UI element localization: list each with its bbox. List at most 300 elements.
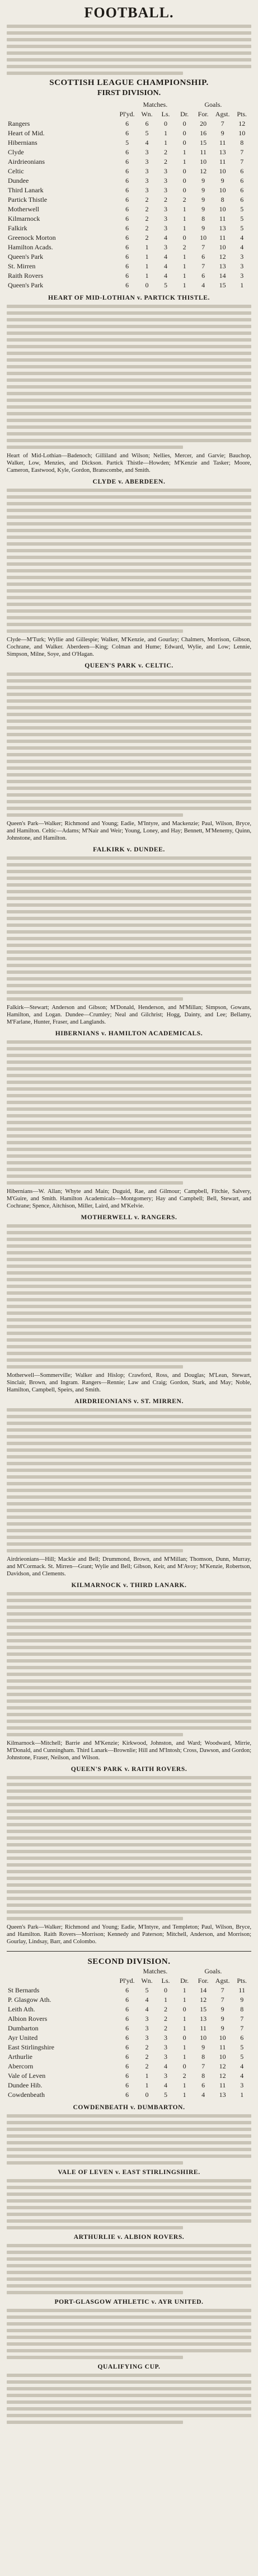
stat-value: 16 bbox=[200, 129, 207, 137]
stat-value: 6 bbox=[240, 2034, 244, 2042]
report-text-placeholder bbox=[7, 673, 251, 817]
stat-value: 3 bbox=[164, 186, 168, 194]
stat-value: 3 bbox=[145, 158, 149, 165]
team-name: Albion Rovers bbox=[8, 2015, 48, 2023]
stat-value: 2 bbox=[164, 196, 168, 203]
stat-value: 2 bbox=[164, 158, 168, 165]
team-name: Dundee Hib. bbox=[8, 2081, 43, 2089]
report-lineup: Airdrieonians—Hill; Mackie and Bell; Drummond, Brown, and M'Millan; Thomson, Dunn, Murray, and M'Cormack. St. Mirren—Grant; Wylie and Bell; Gibson, Keir, and M'Avoy; M'Kenzie, Robertson, Davidson, and Clements. bbox=[7, 1556, 251, 1577]
table-row bbox=[7, 2043, 251, 2052]
report-lineup: Falkirk—Stewart; Anderson and Gibson; M'Donald, Henderson, and M'Millan; Simpson, Gowans, Hamilton, and Logan. Dundee—Crumley; Neal and Gilchrist; Hogg, Dainty, and Lee; Bellamy, M'Farlane, Hunter, Fraser, and Langlands. bbox=[7, 1005, 251, 1025]
stat-value: 2 bbox=[164, 148, 168, 156]
stat-value: 4 bbox=[164, 272, 168, 280]
table-row bbox=[7, 281, 251, 290]
stat-value: 5 bbox=[240, 215, 244, 222]
stat-value: 2 bbox=[145, 2062, 149, 2070]
stat-value: 3 bbox=[164, 224, 168, 232]
stat-value: 7 bbox=[221, 1996, 224, 2004]
report-heading: MOTHERWELL v. RANGERS. bbox=[81, 1214, 177, 1221]
stat-value: 3 bbox=[145, 177, 149, 184]
stat-value: 12 bbox=[238, 120, 246, 127]
report-lineup: Heart of Mid-Lothian—Badenoch; Gilliland and Wilson; Nellies, Mercer, and Garvie; Bauchop, Walker, Low, Menzies, and Dickson. Partick Thistle—Howden; M'Kenzie and Tasker; Moore, Cameron, Eastwood, Kyle, Gordon, Branscombe, and Smith. bbox=[7, 453, 251, 473]
stat-value: 1 bbox=[145, 2072, 149, 2080]
stat-value: 1 bbox=[145, 262, 149, 270]
league-table-headers bbox=[7, 1976, 251, 1986]
table-row bbox=[7, 1995, 251, 2005]
stat-value: 0 bbox=[164, 120, 168, 127]
stat-value: 4 bbox=[145, 139, 149, 146]
team-name: Partick Thistle bbox=[8, 196, 48, 203]
stat-value: 10 bbox=[219, 205, 226, 213]
group-matches: Matches. bbox=[143, 101, 168, 108]
stat-value: 6 bbox=[125, 2005, 129, 2013]
stat-value: 3 bbox=[240, 253, 244, 261]
stat-value: 10 bbox=[200, 158, 207, 165]
stat-value: 10 bbox=[219, 186, 226, 194]
stat-value: 20 bbox=[200, 120, 207, 127]
table-row bbox=[7, 214, 251, 224]
stat-value: 9 bbox=[221, 2024, 224, 2032]
stat-value: 1 bbox=[164, 1996, 168, 2004]
report-text-placeholder bbox=[7, 489, 251, 633]
stat-value: 11 bbox=[219, 2081, 226, 2089]
stat-value: 8 bbox=[201, 2072, 205, 2080]
page-title: FOOTBALL. bbox=[84, 4, 174, 21]
report-text-placeholder bbox=[7, 1776, 251, 1920]
stat-value: 1 bbox=[182, 281, 186, 289]
stat-value: 6 bbox=[240, 167, 244, 175]
stat-value: 2 bbox=[145, 224, 149, 232]
stat-value: 7 bbox=[201, 2062, 205, 2070]
stat-value: 13 bbox=[200, 2015, 207, 2023]
table-row bbox=[7, 2081, 251, 2090]
report-heading: CLYDE v. ABERDEEN. bbox=[92, 479, 166, 485]
report-heading: FALKIRK v. DUNDEE. bbox=[93, 846, 165, 853]
stat-value: 1 bbox=[182, 2081, 186, 2089]
stat-value: 1 bbox=[240, 2091, 244, 2099]
league-table-second-division bbox=[7, 1967, 251, 2100]
stat-value: 3 bbox=[164, 243, 168, 251]
section-text-placeholder bbox=[7, 2179, 251, 2229]
stat-value: 6 bbox=[125, 234, 129, 242]
section-text-placeholder bbox=[7, 2114, 251, 2165]
stat-value: 1 bbox=[182, 224, 186, 232]
report-lineup: Queen's Park—Walker; Richmond and Young; Eadie, M'Intyre, and Templeton; Paul, Wilson, Bryce, and Hamilton. Raith Rovers—Morrison; Kennedy and Paterson; Mitchell, Anderson, and Morrison; Gourlay, Lindsay, Barr, and Colombo. bbox=[7, 1924, 251, 1945]
stat-value: 6 bbox=[125, 253, 129, 261]
stat-value: 5 bbox=[240, 2043, 244, 2051]
stat-value: 6 bbox=[125, 196, 129, 203]
team-name: P. Glasgow Ath. bbox=[8, 1996, 51, 2004]
stat-value: 11 bbox=[219, 234, 226, 242]
stat-value: 3 bbox=[164, 167, 168, 175]
team-name: Hamilton Acads. bbox=[8, 243, 53, 251]
stat-value: 5 bbox=[164, 2091, 168, 2099]
stat-value: 6 bbox=[125, 1996, 129, 2004]
stat-value: 4 bbox=[164, 2081, 168, 2089]
stat-value: 9 bbox=[201, 177, 205, 184]
stat-value: 7 bbox=[201, 243, 205, 251]
stat-value: 5 bbox=[145, 1986, 149, 1994]
stat-value: 2 bbox=[145, 2043, 149, 2051]
stat-value: 3 bbox=[145, 186, 149, 194]
stat-value: 12 bbox=[219, 2062, 226, 2070]
stat-value: 6 bbox=[125, 167, 129, 175]
stat-value: 6 bbox=[125, 2053, 129, 2061]
stat-value: 0 bbox=[145, 281, 149, 289]
report-heading: KILMARNOCK v. THIRD LANARK. bbox=[71, 1582, 187, 1589]
stat-value: 6 bbox=[125, 2015, 129, 2023]
stat-value: 4 bbox=[145, 2005, 149, 2013]
stat-value: 13 bbox=[219, 224, 226, 232]
stat-value: 3 bbox=[164, 2043, 168, 2051]
col-against: Agst. bbox=[215, 110, 230, 118]
stat-value: 12 bbox=[219, 253, 226, 261]
stat-value: 6 bbox=[125, 129, 129, 137]
stat-value: 14 bbox=[219, 272, 226, 280]
table-row bbox=[7, 2062, 251, 2071]
stat-value: 11 bbox=[200, 2024, 207, 2032]
stat-value: 6 bbox=[125, 205, 129, 213]
report-lineup: Motherwell—Sommerville; Walker and Hislop; Crawford, Ross, and Douglas; M'Lean, Stewart, Sinclair, Brown, and Ingram. Rangers—Rennie; Law and Craig; Gordon, Stark, and May; Noble, Hamilton, Campbell, Speirs, and Smith. bbox=[7, 1372, 251, 1393]
table-row bbox=[7, 167, 251, 176]
stat-value: 6 bbox=[125, 2081, 129, 2089]
stat-value: 13 bbox=[219, 148, 226, 156]
stat-value: 10 bbox=[219, 2034, 226, 2042]
report-lineup: Queen's Park—Walker; Richmond and Young; Eadie, M'Intyre, and Mackenzie; Paul, Wilson, Bryce, and Hamilton. Celtic—Adams; M'Nair and Weir; Young, Loney, and Hay; Bennett, M'Menemy, Quinn, Johnstone, and Hamilton. bbox=[7, 821, 251, 841]
stat-value: 1 bbox=[182, 262, 186, 270]
team-name: Dumbarton bbox=[8, 2024, 39, 2032]
stat-value: 0 bbox=[182, 139, 186, 146]
col-lost: Ls. bbox=[161, 110, 170, 118]
table-row bbox=[7, 205, 251, 214]
stat-value: 12 bbox=[219, 2072, 226, 2080]
stat-value: 6 bbox=[125, 281, 129, 289]
stat-value: 4 bbox=[240, 234, 244, 242]
stat-value: 6 bbox=[125, 2034, 129, 2042]
stat-value: 5 bbox=[240, 2053, 244, 2061]
stat-value: 15 bbox=[200, 2005, 207, 2013]
team-name: Leith Ath. bbox=[8, 2005, 35, 2013]
stat-value: 6 bbox=[125, 215, 129, 222]
stat-value: 0 bbox=[182, 2005, 186, 2013]
stat-value: 0 bbox=[182, 177, 186, 184]
stat-value: 6 bbox=[201, 253, 205, 261]
report-lineup: Kilmarnock—Mitchell; Barrie and M'Kenzie; Kirkwood, Johnston, and Ward; Woodward, Mirrie, M'Donald, and Cunningham. Third Lanark—Brownlie; Hill and M'Intosh; Cross, Dawson, and Gordon; Johnstone, Fraser, Neilson, and Wilson. bbox=[7, 1740, 251, 1761]
group-goals: Goals. bbox=[204, 1967, 222, 1975]
stat-value: 6 bbox=[240, 177, 244, 184]
stat-value: 10 bbox=[200, 234, 207, 242]
stat-value: 5 bbox=[125, 139, 129, 146]
section-heading: QUALIFYING CUP. bbox=[97, 2364, 161, 2370]
stat-value: 9 bbox=[201, 205, 205, 213]
team-name: Hibernians bbox=[8, 139, 37, 146]
stat-value: 1 bbox=[182, 2091, 186, 2099]
section-text-placeholder bbox=[7, 2244, 251, 2294]
table-row bbox=[7, 233, 251, 243]
report-text-placeholder bbox=[7, 1592, 251, 1736]
report-heading: HEART OF MID-LOTHIAN v. PARTICK THISTLE. bbox=[48, 295, 210, 301]
stat-value: 7 bbox=[240, 158, 244, 165]
stat-value: 3 bbox=[164, 177, 168, 184]
stat-value: 2 bbox=[164, 2015, 168, 2023]
col-won: Wn. bbox=[141, 110, 153, 118]
stat-value: 10 bbox=[200, 2034, 207, 2042]
stat-value: 15 bbox=[200, 139, 207, 146]
table-row bbox=[7, 2071, 251, 2081]
table-row bbox=[7, 224, 251, 233]
stat-value: 9 bbox=[201, 224, 205, 232]
stat-value: 11 bbox=[219, 139, 226, 146]
team-name: Queen's Park bbox=[8, 281, 44, 289]
stat-value: 6 bbox=[125, 2024, 129, 2032]
stat-value: 3 bbox=[145, 2034, 149, 2042]
team-name: Kilmarnock bbox=[8, 215, 40, 222]
stat-value: 11 bbox=[219, 215, 226, 222]
team-name: Cowdenbeath bbox=[8, 2091, 45, 2099]
stat-value: 3 bbox=[164, 2053, 168, 2061]
stat-value: 1 bbox=[182, 2024, 186, 2032]
team-name: Arthurlie bbox=[8, 2053, 32, 2061]
stat-value: 3 bbox=[240, 2081, 244, 2089]
report-heading: QUEEN'S PARK v. CELTIC. bbox=[85, 662, 173, 669]
stat-value: 3 bbox=[145, 148, 149, 156]
stat-value: 8 bbox=[240, 139, 244, 146]
stat-value: 6 bbox=[145, 120, 149, 127]
stat-value: 0 bbox=[182, 2034, 186, 2042]
stat-value: 3 bbox=[164, 2034, 168, 2042]
league-table-groups bbox=[7, 100, 251, 110]
report-lineup: Hibernians—W. Allan; Whyte and Main; Duguid, Rae, and Gilmour; Campbell, Fitchie, Salvery, M'Guire, and Smith. Hamilton Academicals—Montgomery; Hay and Campbell; Bell, Stewart, and Cochrane; Spence, Aitchison, Miller, Laird, and M'Kelvie. bbox=[7, 1188, 251, 1209]
table-row bbox=[7, 119, 251, 129]
team-name: Third Lanark bbox=[8, 186, 44, 194]
stat-value: 15 bbox=[219, 281, 226, 289]
stat-value: 12 bbox=[200, 1996, 207, 2004]
stat-value: 2 bbox=[145, 196, 149, 203]
stat-value: 4 bbox=[201, 281, 205, 289]
report-text-placeholder bbox=[7, 1040, 251, 1185]
stat-value: 2 bbox=[182, 2072, 186, 2080]
stat-value: 6 bbox=[125, 2062, 129, 2070]
stat-value: 6 bbox=[125, 2043, 129, 2051]
team-name: Greenock Morton bbox=[8, 234, 56, 242]
stat-value: 4 bbox=[145, 1996, 149, 2004]
stat-value: 3 bbox=[240, 262, 244, 270]
table-row bbox=[7, 129, 251, 138]
stat-value: 8 bbox=[240, 2005, 244, 2013]
table-row bbox=[7, 2090, 251, 2100]
team-name: Ayr United bbox=[8, 2034, 38, 2042]
intro-text-placeholder bbox=[7, 25, 251, 75]
stat-value: 8 bbox=[221, 196, 224, 203]
second-division-title: SECOND DIVISION. bbox=[87, 1957, 171, 1966]
stat-value: 4 bbox=[240, 243, 244, 251]
stat-value: 1 bbox=[164, 139, 168, 146]
stat-value: 1 bbox=[182, 205, 186, 213]
table-row bbox=[7, 2052, 251, 2062]
stat-value: 1 bbox=[145, 253, 149, 261]
stat-value: 2 bbox=[182, 196, 186, 203]
stat-value: 5 bbox=[240, 224, 244, 232]
stat-value: 2 bbox=[145, 215, 149, 222]
stat-value: 7 bbox=[240, 2024, 244, 2032]
league-title: SCOTTISH LEAGUE CHAMPIONSHIP. bbox=[49, 78, 209, 87]
league-table-groups bbox=[7, 1967, 251, 1976]
section-heading: COWDENBEATH v. DUMBARTON. bbox=[73, 2104, 185, 2111]
table-row bbox=[7, 271, 251, 281]
table-row bbox=[7, 252, 251, 262]
stat-value: 11 bbox=[200, 148, 207, 156]
division-title: FIRST DIVISION. bbox=[97, 89, 161, 97]
col-drawn: Dr. bbox=[180, 110, 189, 118]
stat-value: 10 bbox=[219, 2053, 226, 2061]
stat-value: 10 bbox=[238, 129, 246, 137]
stat-value: 3 bbox=[145, 2015, 149, 2023]
stat-value: 6 bbox=[201, 2081, 205, 2089]
team-name: Motherwell bbox=[8, 205, 39, 213]
report-text-placeholder bbox=[7, 305, 251, 449]
stat-value: 1 bbox=[182, 148, 186, 156]
stat-value: 6 bbox=[125, 186, 129, 194]
table-row bbox=[7, 157, 251, 167]
stat-value: 8 bbox=[201, 215, 205, 222]
team-name: East Stirlingshire bbox=[8, 2043, 54, 2051]
col-drawn: Dr. bbox=[180, 1977, 189, 1985]
report-heading: QUEEN'S PARK v. RAITH ROVERS. bbox=[71, 1766, 187, 1773]
col-won: Wn. bbox=[141, 1977, 153, 1985]
stat-value: 1 bbox=[182, 253, 186, 261]
stat-value: 0 bbox=[145, 2091, 149, 2099]
table-row bbox=[7, 262, 251, 271]
stat-value: 6 bbox=[125, 272, 129, 280]
league-table-headers bbox=[7, 110, 251, 119]
team-name: St Bernards bbox=[8, 1986, 40, 1994]
stat-value: 1 bbox=[145, 2081, 149, 2089]
stat-value: 2 bbox=[145, 2053, 149, 2061]
group-matches: Matches. bbox=[143, 1967, 168, 1975]
stat-value: 4 bbox=[164, 262, 168, 270]
col-for: For. bbox=[198, 1977, 209, 1985]
stat-value: 1 bbox=[182, 272, 186, 280]
stat-value: 6 bbox=[125, 120, 129, 127]
stat-value: 6 bbox=[125, 1986, 129, 1994]
stat-value: 3 bbox=[240, 272, 244, 280]
col-points: Pts. bbox=[237, 1977, 247, 1985]
group-goals: Goals. bbox=[204, 101, 222, 108]
stat-value: 6 bbox=[125, 158, 129, 165]
team-name: Clyde bbox=[8, 148, 24, 156]
stat-value: 7 bbox=[221, 1986, 224, 1994]
stat-value: 3 bbox=[164, 215, 168, 222]
stat-value: 13 bbox=[219, 262, 226, 270]
stat-value: 12 bbox=[200, 167, 207, 175]
table-row bbox=[7, 243, 251, 252]
table-row bbox=[7, 2005, 251, 2014]
team-name: Queen's Park bbox=[8, 253, 44, 261]
team-name: Falkirk bbox=[8, 224, 27, 232]
league-table-first-division bbox=[7, 100, 251, 290]
col-played: Pl'yd. bbox=[119, 110, 135, 118]
stat-value: 1 bbox=[182, 2015, 186, 2023]
stat-value: 1 bbox=[182, 1986, 186, 1994]
stat-value: 6 bbox=[240, 196, 244, 203]
stat-value: 0 bbox=[182, 167, 186, 175]
table-row bbox=[7, 2014, 251, 2024]
col-lost: Ls. bbox=[161, 1977, 170, 1985]
table-row bbox=[7, 2033, 251, 2043]
stat-value: 6 bbox=[125, 224, 129, 232]
stat-value: 9 bbox=[240, 1996, 244, 2004]
stat-value: 5 bbox=[240, 205, 244, 213]
stat-value: 5 bbox=[145, 129, 149, 137]
report-heading: AIRDRIEONIANS v. ST. MIRREN. bbox=[74, 1398, 184, 1405]
table-row bbox=[7, 148, 251, 157]
stat-value: 6 bbox=[240, 186, 244, 194]
stat-value: 3 bbox=[145, 2024, 149, 2032]
stat-value: 1 bbox=[182, 158, 186, 165]
col-against: Agst. bbox=[215, 1977, 230, 1985]
stat-value: 8 bbox=[201, 2053, 205, 2061]
stat-value: 4 bbox=[240, 2062, 244, 2070]
team-name: Abercorn bbox=[8, 2062, 34, 2070]
stat-value: 0 bbox=[182, 120, 186, 127]
report-text-placeholder bbox=[7, 856, 251, 1001]
stat-value: 11 bbox=[219, 158, 226, 165]
stat-value: 1 bbox=[182, 2053, 186, 2061]
col-for: For. bbox=[198, 110, 209, 118]
stat-value: 13 bbox=[219, 2091, 226, 2099]
stat-value: 3 bbox=[164, 205, 168, 213]
stat-value: 1 bbox=[182, 2043, 186, 2051]
stat-value: 9 bbox=[221, 2005, 224, 2013]
stat-value: 4 bbox=[164, 253, 168, 261]
stat-value: 9 bbox=[221, 129, 224, 137]
report-heading: HIBERNIANS v. HAMILTON ACADEMICALS. bbox=[55, 1030, 203, 1037]
table-row bbox=[7, 186, 251, 195]
stat-value: 2 bbox=[182, 243, 186, 251]
stat-value: 6 bbox=[125, 2091, 129, 2099]
col-points: Pts. bbox=[237, 110, 247, 118]
stat-value: 2 bbox=[164, 2005, 168, 2013]
section-text-placeholder bbox=[7, 2309, 251, 2359]
table-row bbox=[7, 1986, 251, 1995]
stat-value: 7 bbox=[240, 2015, 244, 2023]
report-text-placeholder bbox=[7, 1408, 251, 1552]
stat-value: 4 bbox=[164, 2062, 168, 2070]
table-row bbox=[7, 195, 251, 205]
stat-value: 2 bbox=[164, 2024, 168, 2032]
team-name: Raith Rovers bbox=[8, 272, 43, 280]
stat-value: 5 bbox=[164, 281, 168, 289]
stat-value: 0 bbox=[182, 186, 186, 194]
stat-value: 10 bbox=[219, 243, 226, 251]
table-row bbox=[7, 138, 251, 148]
table-row bbox=[7, 176, 251, 186]
stat-value: 11 bbox=[238, 1986, 245, 1994]
team-name: Dundee bbox=[8, 177, 29, 184]
stat-value: 9 bbox=[221, 177, 224, 184]
stat-value: 4 bbox=[164, 234, 168, 242]
stat-value: 6 bbox=[125, 2072, 129, 2080]
report-lineup: Clyde—M'Turk; Wyllie and Gillespie; Walker, M'Kenzie, and Gourlay; Chalmers, Morrison, Gibson, Cochrane, and Walker. Aberdeen—King; Colman and Hume; Edward, Wylie, and Low; Lennie, Simpson, Milne, Soye, and O'Hagan. bbox=[7, 637, 251, 657]
stat-value: 6 bbox=[125, 243, 129, 251]
stat-value: 0 bbox=[164, 1986, 168, 1994]
col-played: Pl'yd. bbox=[119, 1977, 135, 1985]
team-name: Airdrieonians bbox=[8, 158, 45, 165]
stat-value: 6 bbox=[125, 262, 129, 270]
team-name: Rangers bbox=[8, 120, 30, 127]
stat-value: 0 bbox=[182, 234, 186, 242]
stat-value: 4 bbox=[201, 2091, 205, 2099]
